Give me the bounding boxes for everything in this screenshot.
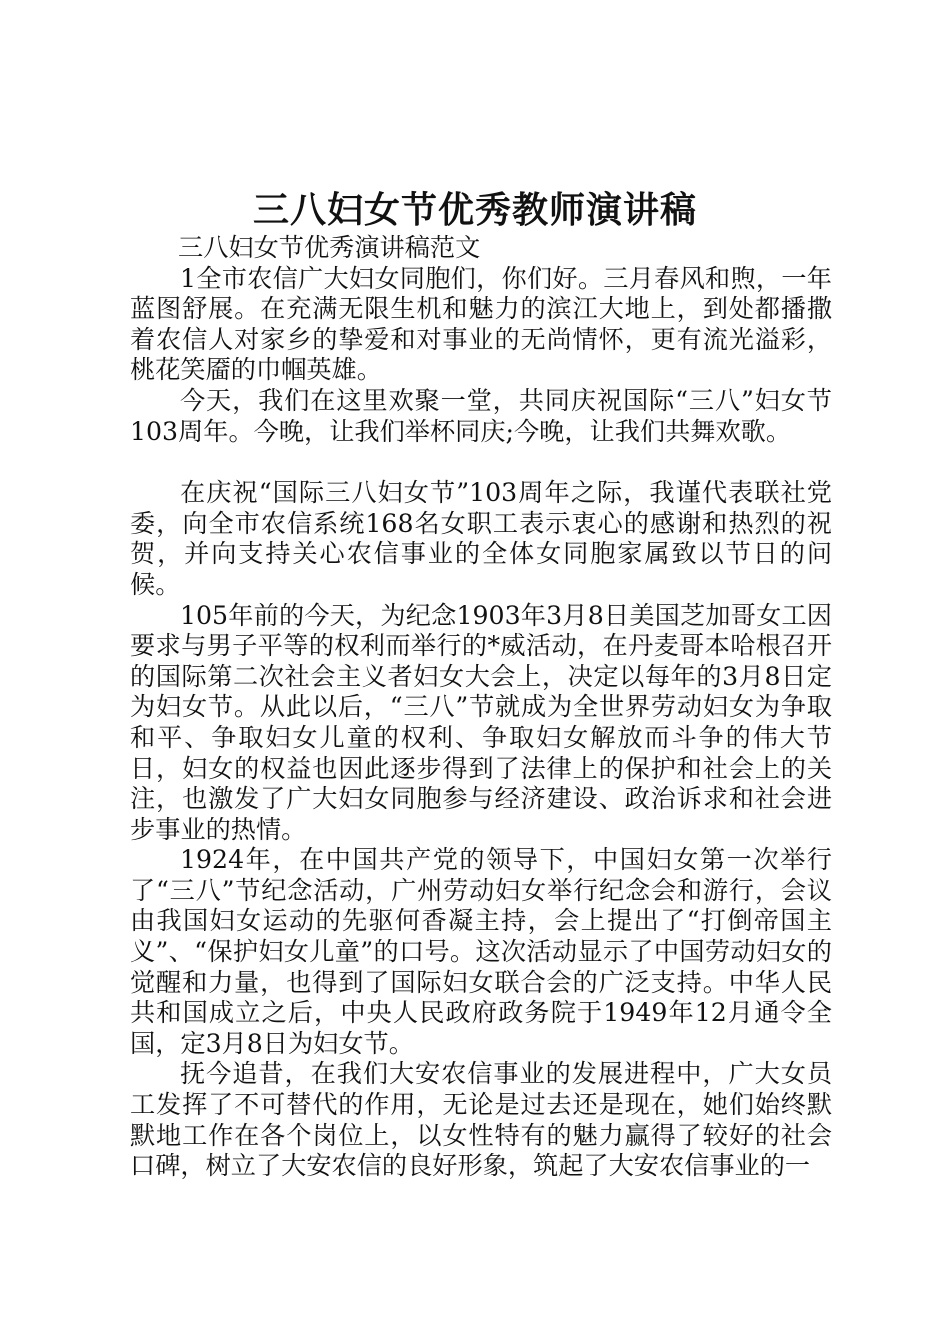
paragraph-regards: 在庆祝“国际三八妇女节”103周年之际，我谨代表联社党委，向全市农信系统168名女职工表示衷心的感谢和热烈的祝贺，并向支持关心农信事业的全体女同胞家属致以节日的问候。 (130, 478, 832, 599)
paragraph-celebration: 今天，我们在这里欢聚一堂，共同庆祝国际“三八”妇女节103周年。今晚，让我们举杯同庆;今晚，让我们共舞欢歌。 (130, 385, 832, 446)
paragraph-greeting: 1全市农信广大妇女同胞们，你们好。三月春风和煦，一年蓝图舒展。在充满无限生机和魅力的滨江大地上，到处都播撒着农信人对家乡的挚爱和对事业的无尚情怀，更有流光溢彩，桃花笑靥的巾帼英雄。 (130, 263, 832, 385)
document-body (130, 233, 832, 1182)
document-subtitle: 三八妇女节优秀演讲稿范文 (178, 233, 481, 262)
document-title: 三八妇女节优秀教师演讲稿 (252, 189, 697, 231)
paragraph-history-1924: 1924年，在中国共产党的领导下，中国妇女第一次举行了“三八”节纪念活动，广州劳动妇女举行纪念会和游行，会议由我国妇女运动的先驱何香凝主持，会上提出了“打倒帝国主义”、“保护妇女儿童”的口号。这次活动显示了中国劳动妇女的觉醒和力量，也得到了国际妇女联合会的广泛支持。中华人民共和国成立之后，中央人民政府政务院于1949年12月通令全国，定3月8日为妇女节。 (130, 845, 832, 1058)
paragraph-reflection: 抚今追昔，在我们大安农信事业的发展进程中，广大女员工发挥了不可替代的作用，无论是过去还是现在，她们始终默默地工作在各个岗位上，以女性特有的魅力赢得了较好的社会口碑，树立了大安农信的良好形象，筑起了大安农信事业的一 (130, 1059, 832, 1181)
paragraph-history-1903: 105年前的今天，为纪念1903年3月8日美国芝加哥女工因要求与男子平等的权利而举行的*威活动，在丹麦哥本哈根召开的国际第二次社会主义者妇女大会上，决定以每年的3月8日定为妇女节。从此以后，“三八”节就成为全世界劳动妇女为争取和平、争取妇女儿童的权利、争取妇女解放而斗争的伟大节日，妇女的权益也因此逐步得到了法律上的保护和社会上的关注，也激发了广大妇女同胞参与经济建设、政治诉求和社会进步事业的热情。 (130, 600, 832, 844)
